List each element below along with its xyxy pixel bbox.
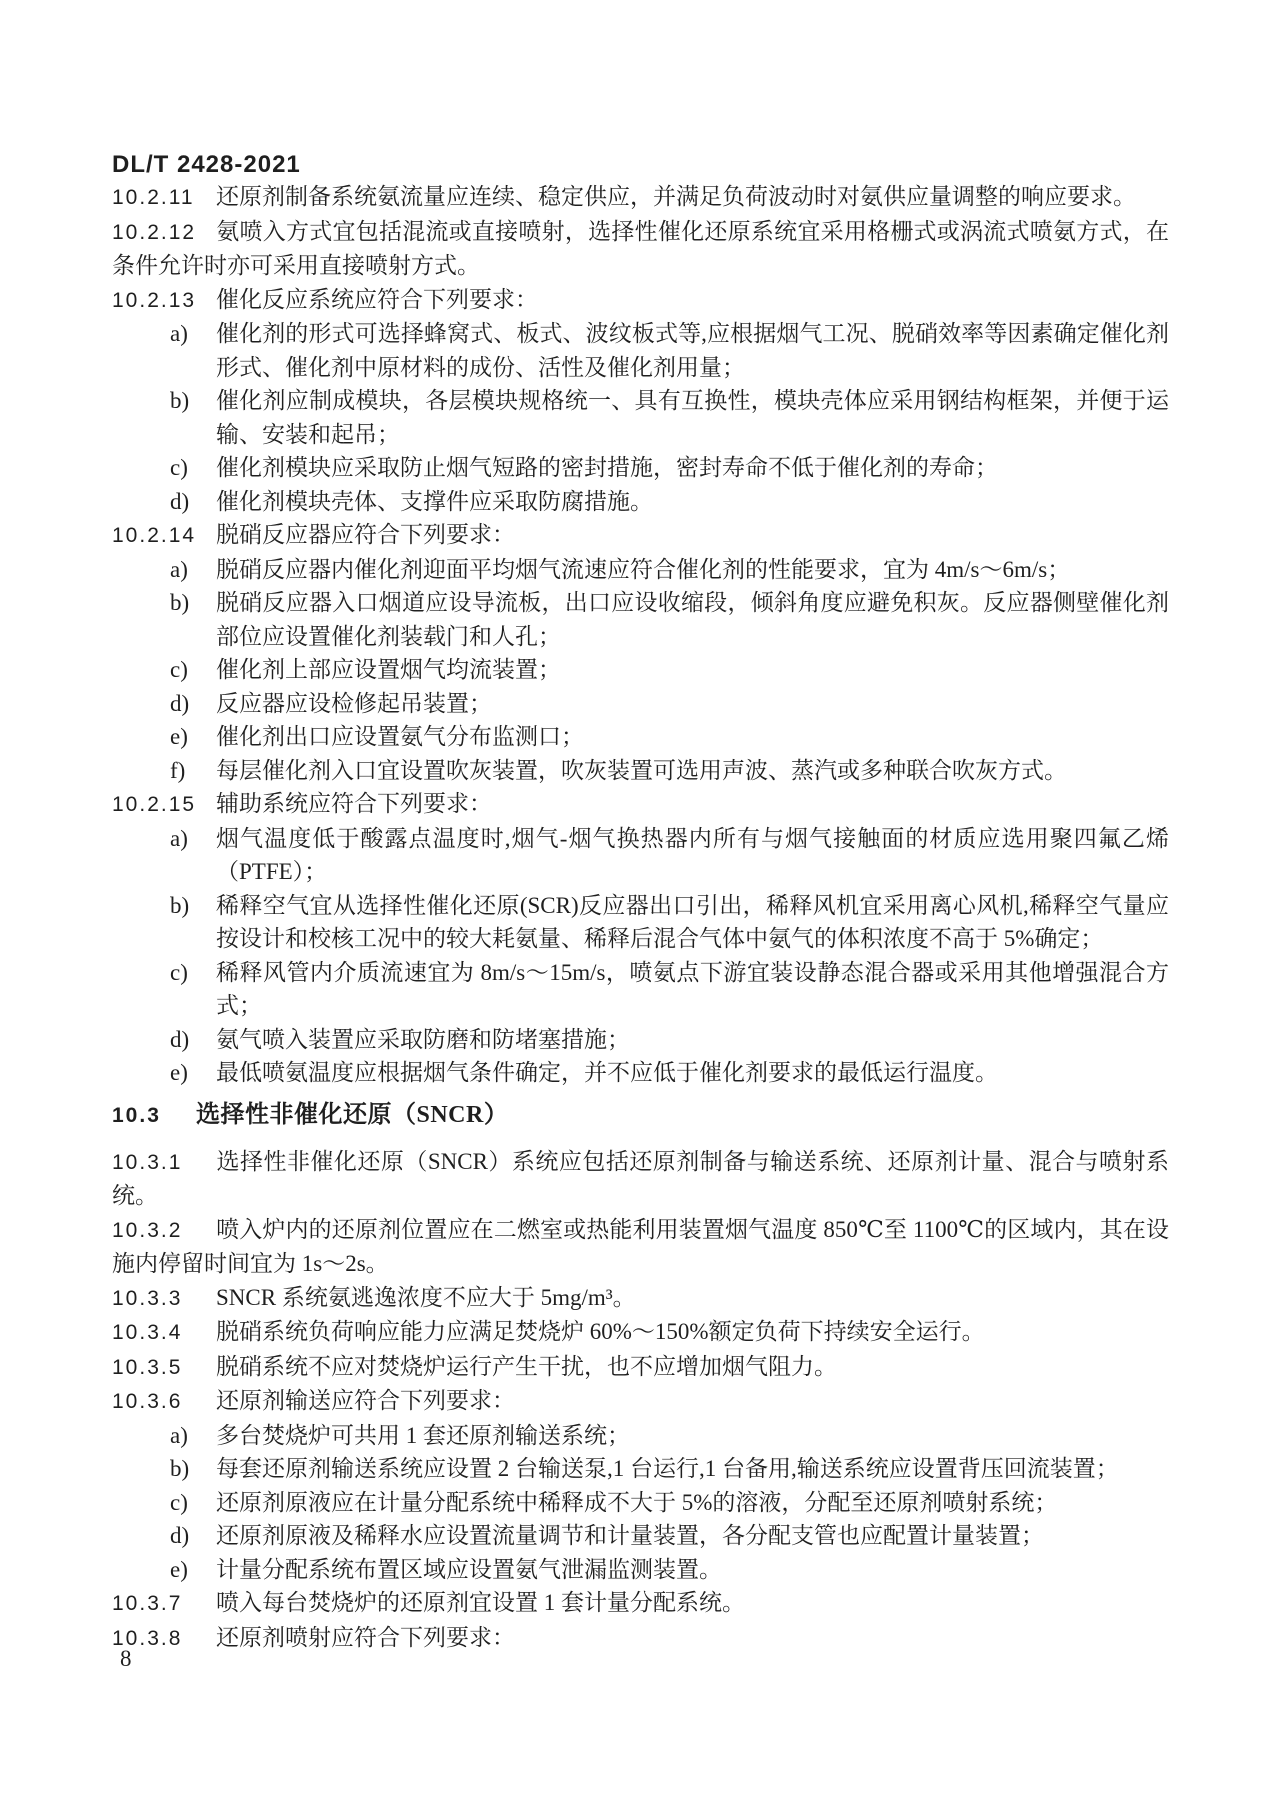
list-item-text: 反应器应设检修起吊装置；: [216, 690, 492, 716]
list-item-text: 计量分配系统布置区域应设置氨气泄漏监测装置。: [216, 1556, 722, 1582]
list-item-text: 催化剂的形式可选择蜂窝式、板式、波纹板式等,应根据烟气工况、脱硝效率等因素确定催化剂形式、催化剂中原材料的成份、活性及催化剂用量；: [216, 321, 1169, 380]
list-item-text: 脱硝反应器入口烟道应设导流板，出口应设收缩段，倾斜角度应避免积灰。反应器侧壁催化剂部位应设置催化剂装载门和人孔；: [216, 590, 1169, 649]
list-item-text: 最低喷氨温度应根据烟气条件确定，并不应低于催化剂要求的最低运行温度。: [216, 1060, 998, 1085]
clause-text: 脱硝系统负荷响应能力应满足焚烧炉 60%～150%额定负荷下持续安全运行。: [216, 1319, 985, 1344]
clause-number: 10.2.15: [112, 793, 197, 816]
clause-10-2-11: [112, 180, 1169, 215]
list-item-text: 烟气温度低于酸露点温度时,烟气-烟气换热器内所有与烟气接触面的材质应选用聚四氟乙烯（PTFE）；: [216, 825, 1169, 884]
list-item-c: [112, 1486, 1169, 1520]
clause-text: 催化反应系统应符合下列要求：: [216, 286, 538, 312]
clause-number: 10.3.6: [112, 1390, 183, 1413]
clause-text: SNCR 系统氨逃逸浓度不应大于 5mg/m³。: [216, 1284, 636, 1310]
list-item-a: [112, 822, 1169, 889]
section-heading-10-3: [112, 1098, 1169, 1133]
list-item-f: [112, 754, 1169, 788]
clause-10-3-3: [112, 1281, 1169, 1316]
list-item-text: 催化剂上部应设置烟气均流装置；: [216, 657, 561, 682]
clause-10-2-13: [112, 283, 1169, 318]
list-item-label: b): [170, 892, 190, 918]
clause-number: 10.2.13: [112, 288, 197, 312]
list-item-label: b): [170, 388, 190, 413]
clause-text: 辅助系统应符合下列要求：: [216, 791, 492, 816]
list-item-label: a): [170, 825, 188, 851]
list-item-text: 还原剂原液及稀释水应设置流量调节和计量装置，各分配支管也应配置计量装置；: [216, 1523, 1044, 1548]
list-item-label: e): [170, 724, 188, 749]
list-item-text: 还原剂原液应在计量分配系统中稀释成不大于 5%的溶液，分配至还原剂喷射系统；: [216, 1489, 1058, 1515]
list-item-text: 稀释空气宜从选择性催化还原(SCR)反应器出口引出，稀释风机宜采用离心风机,稀释空气量应按设计和校核工况中的较大耗氨量、稀释后混合气体中氨气的体积浓度不高于 5%确定；: [216, 892, 1169, 951]
list-item-label: c): [170, 1489, 188, 1515]
list-item-label: b): [170, 1456, 190, 1481]
standard-number-header: DL/T 2428-2021: [112, 151, 301, 178]
clause-number: 10.3.3: [112, 1286, 183, 1310]
list-item-label: d): [170, 488, 190, 514]
clause-10-3-4: [112, 1315, 1169, 1350]
list-item-label: c): [170, 959, 188, 985]
list-item-text: 稀释风管内介质流速宜为 8m/s～15m/s，喷氨点下游宜装设静态混合器或采用其他增强混合方式；: [216, 959, 1169, 1018]
clause-text: 还原剂输送应符合下列要求：: [216, 1388, 515, 1413]
clause-10-2-12: [112, 215, 1169, 283]
list-item-text: 每层催化剂入口宜设置吹灰装置，吹灰装置可选用声波、蒸汽或多种联合吹灰方式。: [216, 757, 1067, 783]
list-item-b: [112, 1452, 1169, 1486]
list-item-d: [112, 485, 1169, 519]
clause-number: 10.3.1: [112, 1150, 183, 1174]
clause-number: 10.3.5: [112, 1355, 183, 1379]
list-item-e: [112, 1056, 1169, 1090]
list-item-label: e): [170, 1060, 188, 1085]
list-item-a: [112, 1419, 1169, 1453]
list-item-c: [112, 451, 1169, 485]
clause-number: 10.3.4: [112, 1321, 183, 1344]
section-title: 选择性非催化还原（SNCR）: [196, 1101, 509, 1128]
list-item-label: a): [170, 321, 188, 346]
clause-text: 还原剂制备系统氨流量应连续、稳定供应，并满足负荷波动时对氨供应量调整的响应要求。: [216, 184, 1136, 209]
list-item-label: d): [170, 690, 190, 716]
list-item-c: [112, 653, 1169, 687]
list-item-text: 催化剂模块应采取防止烟气短路的密封措施，密封寿命不低于催化剂的寿命；: [216, 455, 998, 480]
list-item-text: 氨气喷入装置应采取防磨和防堵塞措施；: [216, 1026, 630, 1052]
clause-number: 10.3.2: [112, 1218, 183, 1242]
document-body: [112, 180, 1169, 1655]
page-number: 8: [120, 1646, 132, 1671]
clause-number: 10.2.12: [112, 220, 197, 244]
list-item-a: [112, 553, 1169, 587]
clause-text: 脱硝系统不应对焚烧炉运行产生干扰，也不应增加烟气阻力。: [216, 1353, 837, 1379]
list-item-label: b): [170, 590, 190, 615]
clause-10-3-1: [112, 1145, 1169, 1213]
clause-text: 喷入每台焚烧炉的还原剂宜设置 1 套计量分配系统。: [216, 1590, 745, 1615]
list-item-label: c): [170, 657, 188, 682]
list-item-label: d): [170, 1026, 190, 1052]
clause-number: 10.2.11: [112, 186, 195, 209]
clause-number: 10.3.7: [112, 1592, 183, 1615]
list-item-d: [112, 1023, 1169, 1057]
clause-10-3-5: [112, 1350, 1169, 1385]
list-item-label: a): [170, 556, 188, 582]
section-number: 10.3: [112, 1103, 161, 1127]
list-item-b: [112, 586, 1169, 653]
list-item-b: [112, 384, 1169, 451]
list-item-text: 每套还原剂输送系统应设置 2 台输送泵,1 台运行,1 台备用,输送系统应设置背压回流装置；: [216, 1456, 1119, 1481]
list-item-e: [112, 1553, 1169, 1587]
list-item-label: f): [170, 757, 186, 783]
clause-number: 10.3.8: [112, 1626, 183, 1650]
list-item-label: d): [170, 1523, 190, 1548]
list-item-label: a): [170, 1422, 188, 1448]
list-item-text: 催化剂应制成模块，各层模块规格统一、具有互换性，模块壳体应采用钢结构框架，并便于运输、安装和起吊；: [216, 388, 1169, 447]
clause-10-3-6: [112, 1384, 1169, 1419]
clause-10-3-7: [112, 1586, 1169, 1621]
list-item-text: 催化剂模块壳体、支撑件应采取防腐措施。: [216, 488, 653, 514]
list-item-d: [112, 687, 1169, 721]
clause-text: 喷入炉内的还原剂位置应在二燃室或热能利用装置烟气温度 850℃至 1100℃的区域内，其在设施内停留时间宜为 1s～2s。: [112, 1216, 1169, 1276]
list-item-e: [112, 720, 1169, 754]
clause-10-3-2: [112, 1213, 1169, 1281]
clause-text: 还原剂喷射应符合下列要求：: [216, 1624, 515, 1650]
clause-10-2-14: [112, 518, 1169, 553]
list-item-a: [112, 317, 1169, 384]
clause-text: 氨喷入方式宜包括混流或直接喷射，选择性催化还原系统宜采用格栅式或涡流式喷氨方式，在条件允许时亦可采用直接喷射方式。: [112, 218, 1169, 278]
list-item-text: 多台焚烧炉可共用 1 套还原剂输送系统；: [216, 1422, 630, 1448]
list-item-text: 催化剂出口应设置氨气分布监测口；: [216, 724, 584, 749]
clause-10-3-8: [112, 1621, 1169, 1656]
list-item-label: c): [170, 455, 188, 480]
list-item-d: [112, 1519, 1169, 1553]
clause-number: 10.2.14: [112, 524, 197, 547]
list-item-b: [112, 889, 1169, 956]
list-item-c: [112, 956, 1169, 1023]
clause-text: 脱硝反应器应符合下列要求：: [216, 522, 515, 547]
list-item-label: e): [170, 1556, 188, 1582]
list-item-text: 脱硝反应器内催化剂迎面平均烟气流速应符合催化剂的性能要求，宜为 4m/s～6m/s；: [216, 556, 1071, 582]
clause-10-2-15: [112, 787, 1169, 822]
clause-text: 选择性非催化还原（SNCR）系统应包括还原剂制备与输送系统、还原剂计量、混合与喷射系统。: [112, 1148, 1169, 1208]
